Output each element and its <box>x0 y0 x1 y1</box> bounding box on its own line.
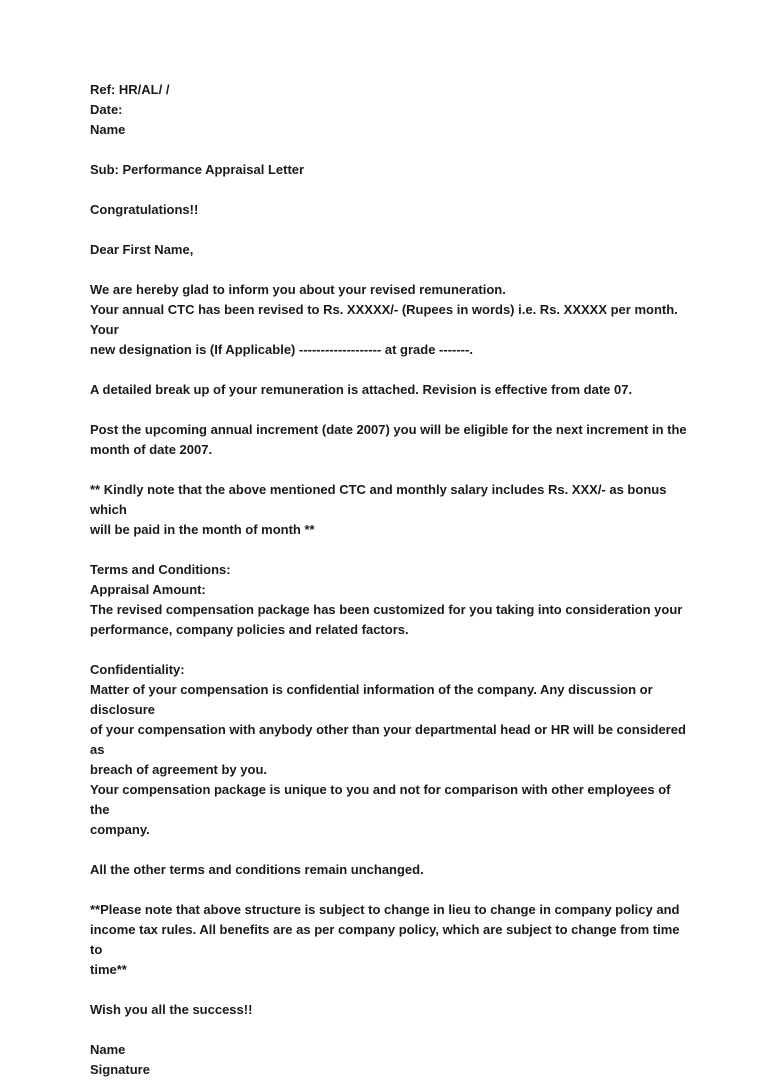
policy-note-line: income tax rules. All benefits are as per company policy, which are subject to change from time to <box>90 922 684 957</box>
spacer <box>90 220 690 240</box>
paragraph-increment-line: Post the upcoming annual increment (date 2007) you will be eligible for the next increment in the <box>90 422 687 437</box>
confidentiality-heading: Confidentiality: <box>90 662 185 677</box>
spacer <box>90 180 690 200</box>
subject-line: Sub: Performance Appraisal Letter <box>90 162 305 177</box>
signatory-name: Name <box>90 1042 126 1057</box>
appraisal-text-line: performance, company policies and related factors. <box>90 622 409 637</box>
appraisal-text-line: The revised compensation package has been customized for you taking into consideration your <box>90 602 683 617</box>
spacer <box>90 880 690 900</box>
congratulations-line: Congratulations!! <box>90 202 199 217</box>
confidentiality-text-line: breach of agreement by you. <box>90 762 267 777</box>
paragraph-breakup: A detailed break up of your remuneration is attached. Revision is effective from date 07. <box>90 382 633 397</box>
policy-note-line: **Please note that above structure is subject to change in lieu to change in company policy and <box>90 902 680 917</box>
spacer <box>90 1020 690 1040</box>
letter-body <box>90 80 690 1080</box>
terms-heading: Terms and Conditions: <box>90 562 231 577</box>
spacer <box>90 840 690 860</box>
recipient-name: Name <box>90 122 126 137</box>
spacer <box>90 640 690 660</box>
paragraph-remuneration-line: new designation is (If Applicable) ------------------- at grade -------. <box>90 342 473 357</box>
confidentiality-text-line: Your compensation package is unique to you and not for comparison with other employees of the <box>90 782 675 817</box>
confidentiality-text-line: Matter of your compensation is confidential information of the company. Any discussion or disclosure <box>90 682 657 717</box>
paragraph-increment-line: month of date 2007. <box>90 442 213 457</box>
spacer <box>90 980 690 1000</box>
ref-line: Ref: HR/AL/ / <box>90 82 170 97</box>
appraisal-heading: Appraisal Amount: <box>90 582 206 597</box>
signature-line: Signature <box>90 1062 150 1077</box>
date-line: Date: <box>90 102 123 117</box>
salutation: Dear First Name, <box>90 242 194 257</box>
paragraph-bonus-line: will be paid in the month of month ** <box>90 522 315 537</box>
spacer <box>90 400 690 420</box>
spacer <box>90 260 690 280</box>
spacer <box>90 140 690 160</box>
unchanged-terms-line: All the other terms and conditions remain unchanged. <box>90 862 424 877</box>
paragraph-remuneration-line: Your annual CTC has been revised to Rs. XXXXX/- (Rupees in words) i.e. Rs. XXXXX per month. Your <box>90 302 682 337</box>
spacer <box>90 360 690 380</box>
confidentiality-text-line: company. <box>90 822 150 837</box>
spacer <box>90 460 690 480</box>
paragraph-bonus-line: ** Kindly note that the above mentioned CTC and monthly salary includes Rs. XXX/- as bonus which <box>90 482 671 517</box>
policy-note-line: time** <box>90 962 127 977</box>
paragraph-remuneration-line: We are hereby glad to inform you about your revised remuneration. <box>90 282 506 297</box>
spacer <box>90 540 690 560</box>
closing-wish: Wish you all the success!! <box>90 1002 253 1017</box>
confidentiality-text-line: of your compensation with anybody other than your departmental head or HR will be considered as <box>90 722 690 757</box>
